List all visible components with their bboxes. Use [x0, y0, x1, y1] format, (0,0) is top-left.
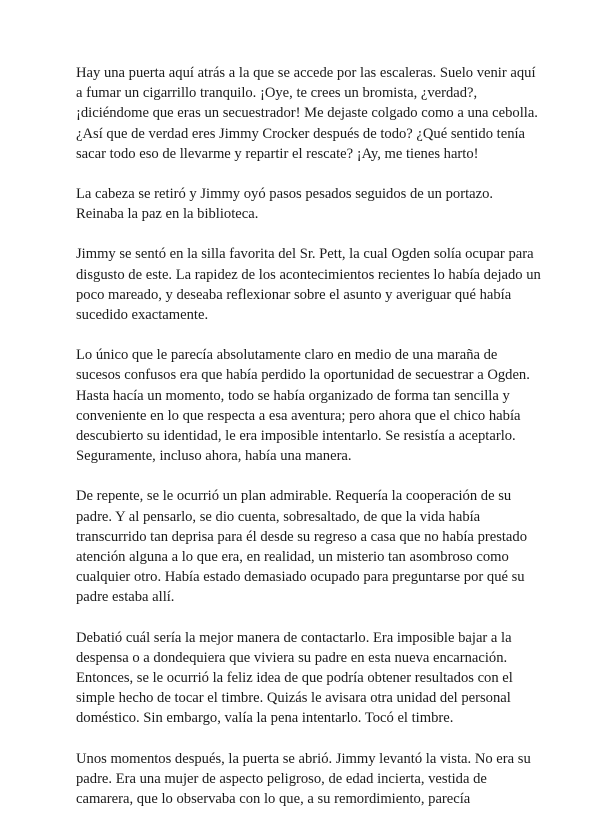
paragraph: Unos momentos después, la puerta se abrió. Jimmy levantó la vista. No era su padre. Era una mujer de aspecto peligroso, de edad incierta, vestida de camarera, que lo observaba con lo que, a su remordimiento, parecía	[76, 750, 531, 808]
paragraph: Jimmy se sentó en la silla favorita del Sr. Pett, la cual Ogden solía ocupar para disgusto de este. La rapidez de los acontecimientos recientes lo había dejado un poco mareado, y deseaba reflexionar sobre el asunto y averiguar qué había sucedido exactamente.	[76, 246, 541, 324]
paragraph: De repente, se le ocurrió un plan admirable. Requería la cooperación de su padre. Y al pensarlo, se dio cuenta, sobresaltado, de que la vida había transcurrido tan deprisa para él desde su regreso a casa que no había prestado atención alguna a lo que era, en realidad, un misterio tan asombroso como cualquier otro. Había estado demasiado ocupado para preguntarse por qué su padre estaba allí.	[76, 488, 528, 606]
paragraph: Lo único que le parecía absolutamente claro en medio de una maraña de sucesos confusos era que había perdido la oportunidad de secuestrar a Ogden. Hasta hacía un momento, todo se había organizado de forma tan sencilla y conveniente en lo que respecta a esa aventura; pero ahora que el chico había descubierto su identidad, le era imposible intentarlo. Se resistía a aceptarlo. Seguramente, incluso ahora, había una manera.	[76, 347, 530, 465]
paragraph: Debatió cuál sería la mejor manera de contactarlo. Era imposible bajar a la despensa o a dondequiera que viviera su padre en esta nueva encarnación. Entonces, se le ocurrió la feliz idea de que podría obtener resultados con el simple hecho de tocar el timbre. Quizás le avisara otra unidad del personal doméstico. Sin embargo, valía la pena intentarlo. Tocó el timbre.	[76, 629, 513, 727]
paragraph: La cabeza se retiró y Jimmy oyó pasos pesados seguidos de un portazo. Reinaba la paz en la biblioteca.	[76, 186, 494, 223]
document-page	[76, 63, 541, 829]
paragraph: Hay una puerta aquí atrás a la que se accede por las escaleras. Suelo venir aquí a fumar un cigarrillo tranquilo. ¡Oye, te crees un bromista, ¿verdad?, ¡diciéndome que eras un secuestrador! Me dejaste colgado como a una cebolla. ¿Así que de verdad eres Jimmy Crocker después de todo? ¿Qué sentido tenía sacar todo eso de llevarme y repartir el rescate? ¡Ay, me tienes harto!	[76, 65, 538, 162]
